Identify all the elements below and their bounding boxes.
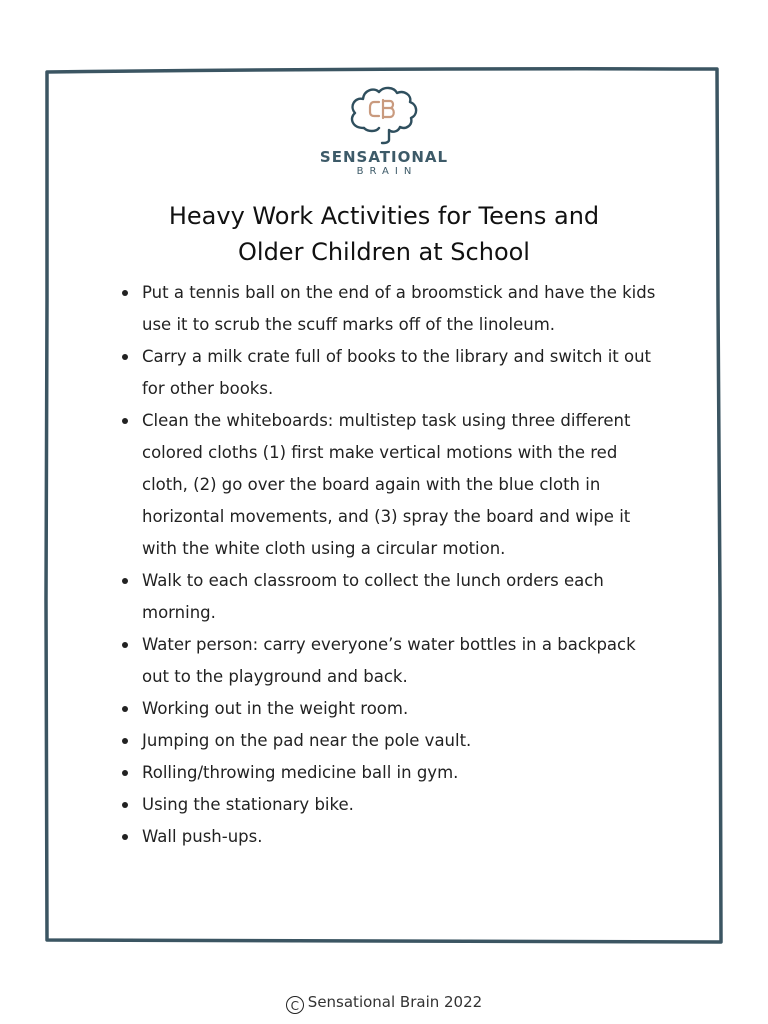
list-item-text: Walk to each classroom to collect the lunch orders each morning. <box>142 571 604 622</box>
page-title <box>100 198 668 270</box>
list-item-text: Clean the whiteboards: multistep task using three different colored cloths (1) first make vertical motions with the red cloth, (2) go over the board again with the blue cloth in horizontal movements, and (3) spray the board and wipe it with the white cloth using a circular motion. <box>142 411 631 558</box>
list-item-text: Wall push-ups. <box>142 827 263 846</box>
title-line-1: Heavy Work Activities for Teens and <box>168 202 600 230</box>
list-item <box>118 405 666 565</box>
list-item <box>118 789 666 821</box>
footer <box>0 990 768 1014</box>
list-item <box>118 693 666 725</box>
bullet-icon <box>122 802 128 808</box>
list-item <box>118 725 666 757</box>
brain-icon <box>346 84 422 146</box>
list-item <box>118 757 666 789</box>
list-item-text: Jumping on the pad near the pole vault. <box>142 731 472 750</box>
list-item <box>118 341 666 405</box>
list-item-text: Using the stationary bike. <box>142 795 354 814</box>
list-item <box>118 277 666 341</box>
logo <box>0 84 768 178</box>
activity-list <box>118 277 666 853</box>
footer-text: Sensational Brain 2022 <box>307 993 483 1011</box>
list-item-text: Water person: carry everyone’s water bottles in a backpack out to the playground and back. <box>142 635 636 686</box>
copyright-icon: C <box>286 996 304 1014</box>
logo-subname: BRAIN <box>356 166 418 177</box>
bullet-icon <box>122 738 128 744</box>
logo-name: SENSATIONAL <box>319 148 449 166</box>
list-item-text: Carry a milk crate full of books to the library and switch it out for other books. <box>142 347 652 398</box>
list-item-text: Put a tennis ball on the end of a broomstick and have the kids use it to scrub the scuff marks off of the linoleum. <box>142 283 656 334</box>
bullet-icon <box>122 418 128 424</box>
bullet-icon <box>122 290 128 296</box>
bullet-icon <box>122 578 128 584</box>
list-item <box>118 629 666 693</box>
bullet-icon <box>122 354 128 360</box>
bullet-icon <box>122 642 128 648</box>
title-line-2: Older Children at School <box>238 238 530 266</box>
list-item <box>118 565 666 629</box>
bullet-icon <box>122 706 128 712</box>
bullet-icon <box>122 770 128 776</box>
list-item-text: Working out in the weight room. <box>142 699 409 718</box>
bullet-icon <box>122 834 128 840</box>
list-item-text: Rolling/throwing medicine ball in gym. <box>142 763 459 782</box>
list-item <box>118 821 666 853</box>
